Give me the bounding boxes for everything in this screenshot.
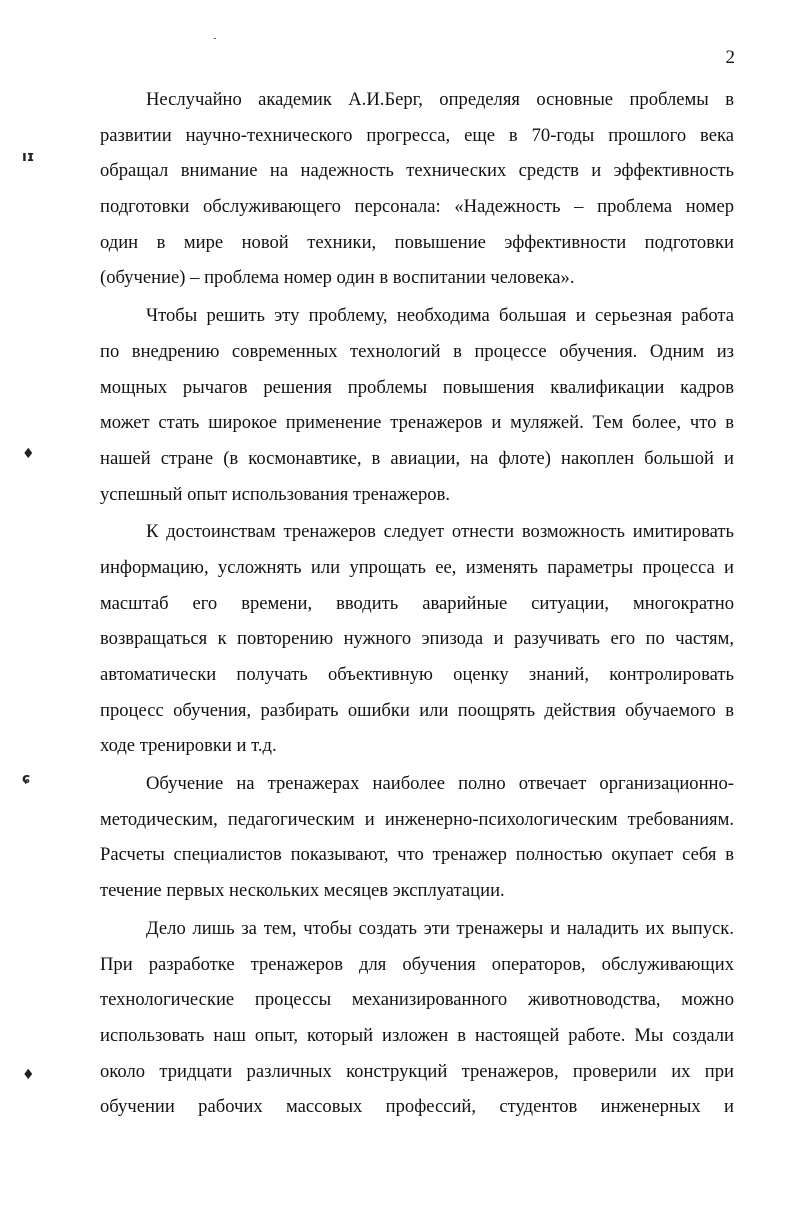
scan-speck: [214, 38, 216, 39]
paragraph: [100, 514, 734, 764]
margin-scan-mark: ♦: [22, 1067, 35, 1083]
paragraph: [100, 82, 734, 296]
paragraph: [100, 298, 734, 512]
text-line: Дело лишь за тем, чтобы создать эти тренажеры и наладить их выпуск.: [146, 917, 734, 939]
text-line: автоматически получать объективную оценку знаний, контролировать: [100, 664, 734, 685]
text-line: может стать широкое применение тренажеров и муляжей. Тем более, что в: [100, 412, 734, 434]
text-line: Чтобы решить эту проблему, необходима большая и серьезная работа: [146, 305, 734, 327]
text-line: Обучение на тренажерах наиболее полно отвечает организационно-: [146, 773, 734, 795]
margin-scan-mark: ıɪ: [22, 149, 35, 165]
text-line: обращал внимание на надежность технических средств и эффективность: [100, 160, 734, 182]
text-line: успешный опыт использования тренажеров.: [100, 483, 450, 505]
text-line: ходе тренировки и т.д.: [100, 735, 277, 757]
text-line: нашей стране (в космонавтике, в авиации, на флоте) накоплен большой и: [100, 447, 734, 469]
text-line: технологические процессы механизированного животноводства, можно: [100, 989, 734, 1011]
text-line: использовать наш опыт, который изложен в настоящей работе. Мы создали: [100, 1024, 734, 1046]
text-line: развитии научно-технического прогресса, еще в 70-годы прошлого века: [100, 124, 734, 146]
text-line: К достоинствам тренажеров следует отнести возможность имитировать: [146, 521, 734, 543]
text-line: При разработке тренажеров для обучения операторов, обслуживающих: [100, 953, 734, 975]
text-line: Расчеты специалистов показывают, что тренажер полностью окупает себя в: [100, 844, 734, 866]
text-line: один в мире новой техники, повышение эффективности подготовки: [100, 231, 734, 253]
text-line: подготовки обслуживающего персонала: «Надежность – проблема номер: [100, 196, 734, 218]
text-line: по внедрению современных технологий в процессе обучения. Одним из: [100, 340, 734, 362]
text-line: методическим, педагогическим и инженерно-психологическим требованиям.: [100, 808, 734, 830]
text-line: обучении рабочих массовых профессий, студентов инженерных и: [100, 1096, 734, 1118]
text-line: процесс обучения, разбирать ошибки или поощрять действия обучаемого в: [100, 699, 734, 721]
text-line: мощных рычагов решения проблемы повышения квалификации кадров: [100, 376, 734, 398]
text-line: информацию, усложнять или упрощать ее, изменять параметры процесса и: [100, 556, 734, 578]
paragraph: [100, 766, 734, 909]
text-line: возвращаться к повторению нужного эпизода и разучивать его по частям,: [100, 628, 734, 650]
text-line: Неслучайно академик А.И.Берг, определяя основные проблемы в: [146, 89, 734, 110]
text-line: течение первых нескольких месяцев эксплуатации.: [100, 880, 505, 902]
page-number: 2: [725, 47, 735, 68]
text-line: (обучение) – проблема номер один в воспитании человека».: [100, 267, 575, 289]
paragraph: [100, 911, 734, 1125]
text-line: около тридцати различных конструкций тренажеров, проверили их при: [100, 1060, 734, 1082]
margin-scan-mark: ɕ: [22, 771, 31, 787]
document-body: [100, 82, 734, 1125]
text-line: масштаб его времени, вводить аварийные ситуации, многократно: [100, 592, 734, 614]
margin-scan-mark: ♦: [22, 446, 35, 462]
